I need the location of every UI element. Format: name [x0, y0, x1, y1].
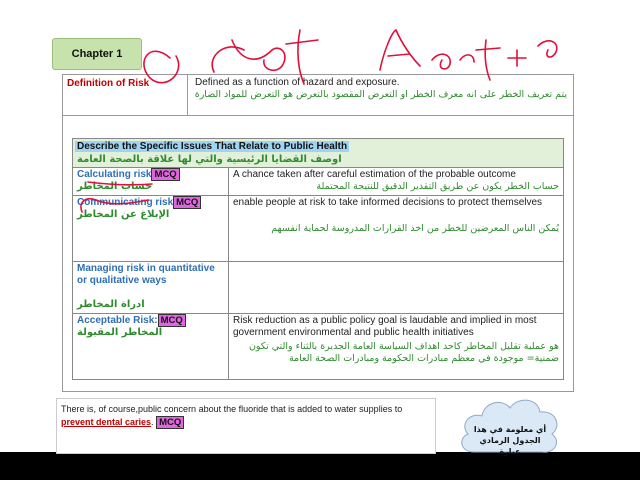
term-cell: [73, 261, 229, 313]
definition-row: [63, 75, 573, 116]
table-row: [73, 167, 563, 196]
cloud-text: أي معلومة في هذا الجدول الرمادي عبارة: [473, 425, 547, 456]
term-arabic: حساب المخاطر: [77, 181, 153, 192]
term-arabic: الإبلاغ عن المخاطر: [77, 209, 170, 220]
term-cell: [73, 167, 229, 195]
term-english: Acceptable Risk:: [77, 315, 158, 326]
note-text: There is, of course,public concern about the fluoride that is added to water supplies to: [61, 404, 403, 414]
note-highlight: prevent dental caries: [61, 417, 152, 427]
definition-term-cell: [63, 75, 188, 115]
mcq-badge: MCQ: [158, 314, 186, 327]
table-row: [73, 195, 563, 262]
description-english: Risk reduction as a public policy goal is laudable and implied in most government environmental and public health initiatives: [233, 315, 537, 338]
table-header: [73, 139, 563, 168]
term-english: Calculating risk: [77, 169, 152, 180]
mcq-badge: MCQ: [173, 196, 201, 209]
term-cell: [73, 195, 229, 261]
description-arabic: يُمكن الناس المعرضين للخطر من اخذ القرارات المدروسة لحماية انفسهم: [271, 223, 559, 234]
chapter-label: Chapter 1: [52, 38, 142, 70]
description-arabic: هو عملية تقليل المخاطر كاحد اهداف السياسة العامة الجديرة بالثناء والتي تكون ضمنية= موجودة في معظم مبادرات الحكومة ومبادرات الصحة العامة: [248, 341, 559, 364]
term-cell: [73, 313, 229, 379]
term-arabic: المخاطر المقبولة: [77, 327, 163, 338]
term-english: Communicating risk: [77, 197, 174, 208]
mcq-badge: MCQ: [156, 416, 184, 429]
fluoride-note: There is, of course,public concern about the fluoride that is added to water supplies to prevent dental caries. MCQ: [56, 398, 436, 454]
table-row: [73, 313, 563, 379]
description-english: enable people at risk to take informed decisions to protect themselves: [233, 197, 543, 208]
header-title-arabic: اوصف القضايا الرئيسية والتي لها علاقة بالصحة العامة: [77, 154, 342, 165]
header-title-english: Describe the Specific Issues That Relate to Public Health: [77, 141, 348, 152]
description-arabic: حساب الخطر يكون عن طريق التقدير الدقيق للنتيجة المحتملة: [316, 181, 559, 192]
definition-term: Definition of Risk: [67, 78, 150, 89]
table-row: [73, 261, 563, 314]
term-english: Managing risk in quantitative or qualitative ways: [77, 263, 215, 286]
definition-english: Defined as a function of hazard and exposure.: [195, 77, 400, 88]
public-health-table: [72, 138, 564, 380]
term-arabic: ادراة المخاطر: [77, 299, 145, 310]
definition-arabic: يتم تعريف الخطر على انه معرف الخطر او التعرض المقصود بالتعرض هو التعرض للمواد الضارة: [194, 89, 567, 100]
description-english: A chance taken after careful estimation of the probable outcome: [233, 169, 516, 180]
mcq-badge: MCQ: [151, 168, 179, 181]
